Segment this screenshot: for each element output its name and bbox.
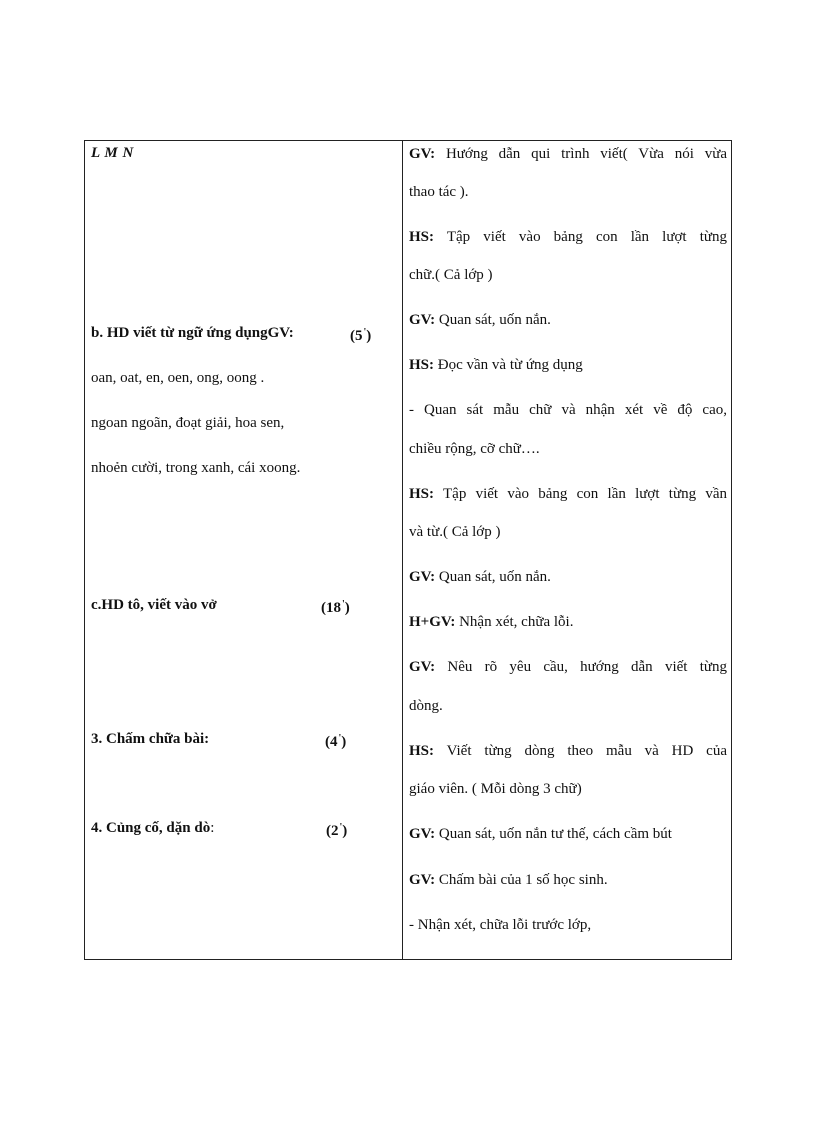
left-column <box>91 141 391 959</box>
section-3-title: 3. Chấm chữa bài: <box>91 731 210 747</box>
activity-line: GV: Quan sát, uốn nắn tư thế, cách cầm bút <box>409 826 672 842</box>
activity-line: GV: Quan sát, uốn nắn. <box>409 312 551 328</box>
activity-line: HS: Tập viết vào bảng con lần lượt từng <box>409 229 727 245</box>
activity-line: chiều rộng, cỡ chữ…. <box>409 441 540 457</box>
activity-line: giáo viên. ( Mỗi dòng 3 chữ) <box>409 781 582 797</box>
activity-line: GV: Quan sát, uốn nắn. <box>409 569 551 585</box>
activity-line: - Quan sát mẫu chữ và nhận xét về độ cao, <box>409 402 727 418</box>
section-b-heading <box>91 323 391 343</box>
section-c-title: c.HD tô, viết vào vở <box>91 597 217 613</box>
b-line-2: ngoan ngoãn, đoạt giải, hoa sen, <box>91 415 285 431</box>
lesson-plan-table <box>84 140 732 960</box>
section-4-title: 4. Củng cố, dặn dò <box>91 820 211 836</box>
section-3-time: (4') <box>325 733 347 750</box>
activity-line: GV: Hướng dẫn qui trình viết( Vừa nói vừa <box>409 146 727 162</box>
column-divider <box>402 141 403 959</box>
section-4-heading: 4. Củng cố, dặn dò: <box>91 820 215 836</box>
section-4-time: (2') <box>326 822 348 839</box>
activity-line: HS: Tập viết vào bảng con lần lượt từng vần <box>409 486 727 502</box>
activity-line: - Nhận xét, chữa lỗi trước lớp, <box>409 917 592 933</box>
activity-line: HS: Đọc vần và từ ứng dụng <box>409 357 583 373</box>
activity-line: và từ.( Cả lớp ) <box>409 524 501 540</box>
activity-line: chữ.( Cả lớp ) <box>409 267 493 283</box>
section-b-time: (5') <box>350 327 372 344</box>
b-line-1: oan, oat, en, oen, ong, oong . <box>91 370 265 386</box>
section-c-time: (18') <box>321 599 350 616</box>
section-b-title: b. HD viết từ ngữ ứng dụngGV: <box>91 325 294 341</box>
activity-line: GV: Chấm bài của 1 số học sinh. <box>409 872 608 888</box>
activity-line: thao tác ). <box>409 184 469 200</box>
activity-line: GV: Nêu rõ yêu cầu, hướng dẫn viết từng <box>409 659 727 675</box>
letters-line: L M N <box>91 145 134 161</box>
activity-line: H+GV: Nhận xét, chữa lỗi. <box>409 614 574 630</box>
right-column <box>409 141 727 959</box>
activity-line: dòng. <box>409 698 443 714</box>
activity-line: HS: Viết từng dòng theo mẫu và HD của <box>409 743 727 759</box>
b-line-3: nhoẻn cười, trong xanh, cái xoong. <box>91 460 301 476</box>
